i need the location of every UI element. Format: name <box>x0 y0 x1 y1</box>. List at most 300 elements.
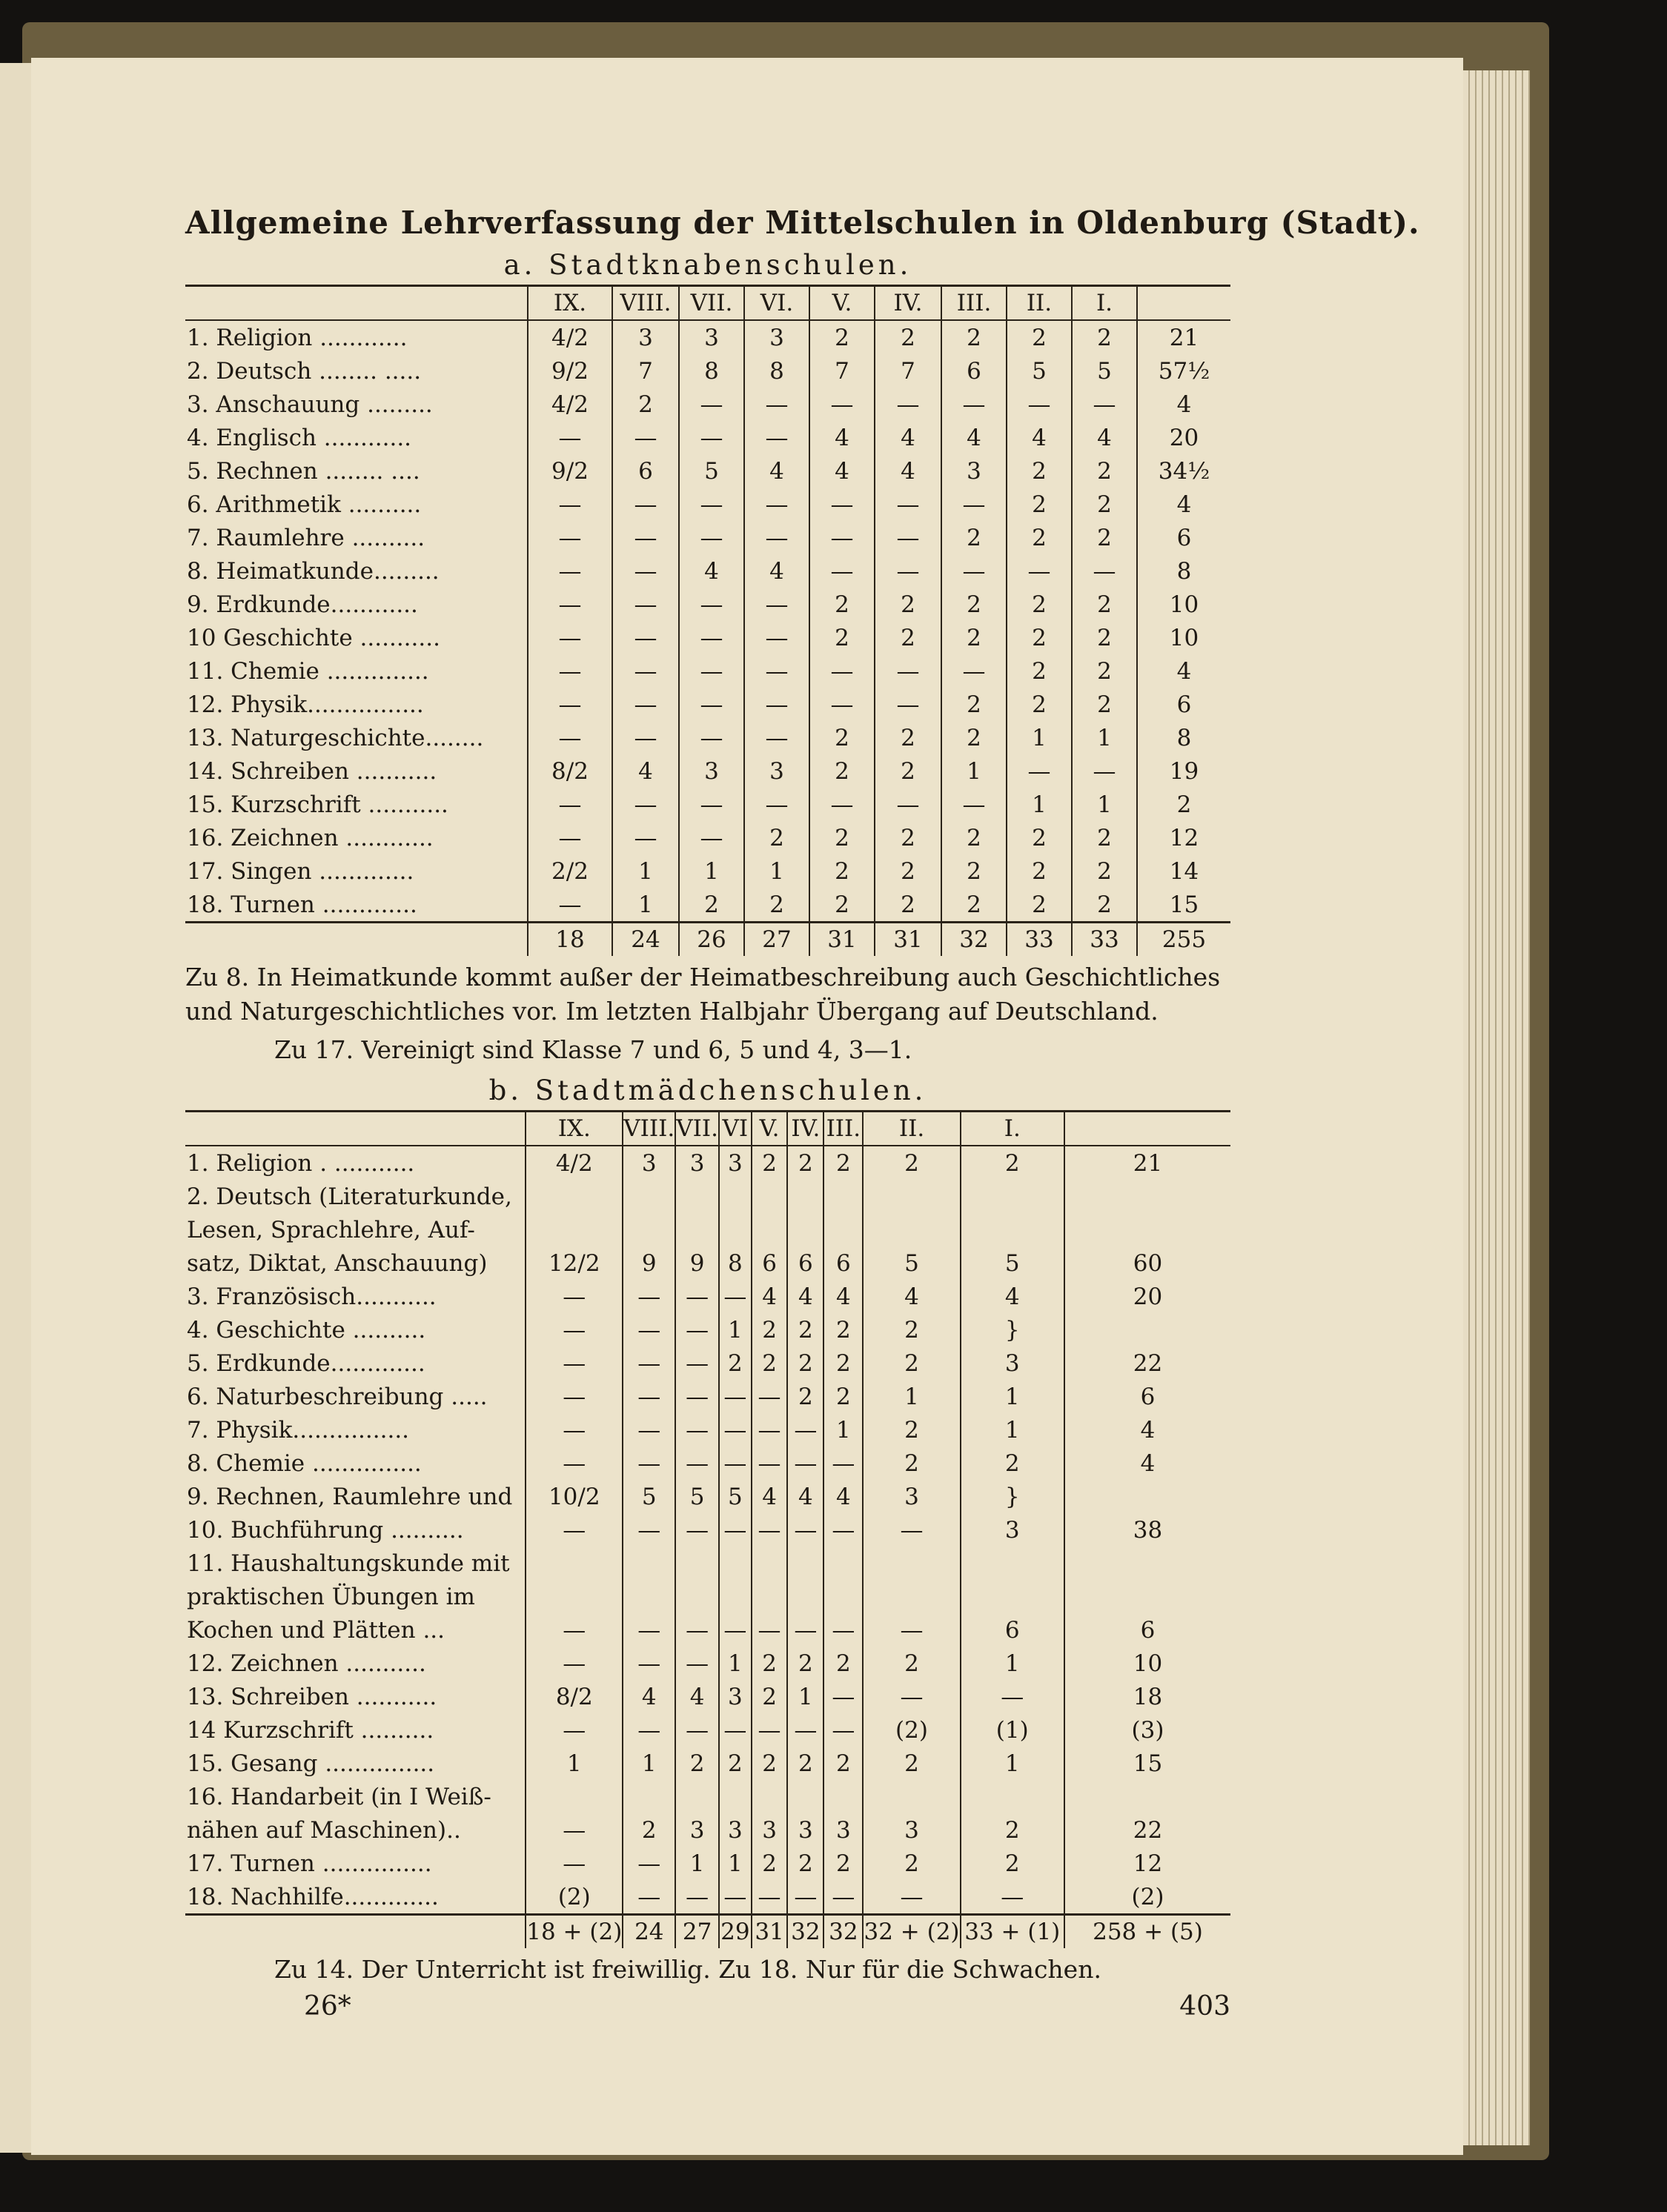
hours-cell <box>719 1213 752 1246</box>
page-title: Allgemeine Lehrverfassung der Mittelschulen in Oldenburg (Stadt). <box>185 205 1420 241</box>
hours-cell: 2 <box>752 1146 788 1180</box>
hours-cell: 2 <box>863 1313 960 1346</box>
hours-cell: — <box>863 1613 960 1647</box>
table-row <box>185 1380 1230 1413</box>
hours-cell: 5 <box>863 1246 960 1280</box>
note-b: Zu 14. Der Unterricht ist freiwillig. Zu 18. Nur für die Schwachen. <box>274 1955 1101 1984</box>
table-row <box>185 688 1230 721</box>
hours-cell: 4 <box>1137 654 1230 688</box>
hours-cell: — <box>679 388 744 421</box>
hours-cell: 1 <box>719 1647 752 1680</box>
subject-label: 16. Zeichnen ............ <box>187 824 434 851</box>
hours-cell: — <box>612 421 679 454</box>
hours-cell <box>675 1213 719 1246</box>
hours-cell: 2 <box>787 1647 823 1680</box>
table-row <box>185 1346 1230 1380</box>
hours-cell: 4 <box>675 1680 719 1713</box>
hours-cell: 6 <box>1137 521 1230 554</box>
subject-label: Kochen und Plätten ... <box>187 1616 445 1644</box>
table-row <box>185 721 1230 754</box>
hours-cell: 1 <box>612 854 679 888</box>
table-row <box>185 621 1230 654</box>
column-header: VIII. <box>623 1112 675 1146</box>
hours-cell <box>719 1547 752 1580</box>
note-a-heimatkunde: Zu 8. In Heimatkunde kommt außer der Heimatbeschreibung auch Geschichtliches und Naturgeschichtliches vor. Im letzten Halbjahr Übergang auf Deutschland. <box>185 963 1221 1026</box>
hours-cell: — <box>526 1513 623 1547</box>
hours-cell: 1 <box>1007 788 1072 821</box>
hours-cell: 2 <box>787 1747 823 1780</box>
hours-cell: — <box>1072 554 1137 588</box>
hours-cell <box>787 1780 823 1813</box>
subject-label: 5. Erdkunde............. <box>187 1349 425 1377</box>
total-cell: 33 + (1) <box>961 1915 1064 1949</box>
table-row <box>185 354 1230 388</box>
page-footer <box>185 1991 1230 2036</box>
table-row <box>185 1813 1230 1847</box>
hours-cell: 2 <box>823 1847 863 1880</box>
hours-cell: 2 <box>675 1747 719 1780</box>
hours-cell: — <box>526 1813 623 1847</box>
subject-label: 15. Gesang ............... <box>187 1750 435 1777</box>
hours-cell: 8 <box>719 1246 752 1280</box>
hours-cell: — <box>787 1447 823 1480</box>
hours-cell <box>719 1180 752 1213</box>
hours-cell: 2 <box>941 821 1007 854</box>
hours-cell: — <box>941 788 1007 821</box>
hours-cell: 2 <box>809 721 875 754</box>
hours-cell: 6 <box>612 454 679 488</box>
hours-cell: 4 <box>1064 1413 1230 1447</box>
hours-cell <box>526 1180 623 1213</box>
hours-cell <box>823 1780 863 1813</box>
hours-cell: 10/2 <box>526 1480 623 1513</box>
hours-cell: 2 <box>1072 654 1137 688</box>
hours-cell: — <box>528 588 612 621</box>
hours-cell: 4 <box>623 1680 675 1713</box>
hours-cell: 3 <box>863 1813 960 1847</box>
hours-cell: — <box>875 521 941 554</box>
hours-cell: 2 <box>809 754 875 788</box>
table-row <box>185 1780 1230 1813</box>
hours-cell: 2 <box>823 1346 863 1380</box>
subject-label: 14. Schreiben ........... <box>187 757 437 785</box>
column-header: VII. <box>675 1112 719 1146</box>
hours-cell: 4 <box>863 1280 960 1313</box>
hours-cell: 2 <box>1007 821 1072 854</box>
hours-cell: 3 <box>961 1346 1064 1380</box>
hours-cell: 3 <box>744 754 809 788</box>
hours-cell: } <box>961 1313 1064 1346</box>
hours-cell: — <box>961 1880 1064 1915</box>
table-row <box>185 1280 1230 1313</box>
hours-cell: 3 <box>961 1513 1064 1547</box>
hours-cell: 3 <box>752 1813 788 1847</box>
table-row <box>185 1747 1230 1780</box>
hours-cell: 1 <box>675 1847 719 1880</box>
table-row <box>185 1213 1230 1246</box>
hours-cell: 2 <box>1072 521 1137 554</box>
hours-cell: 4 <box>612 754 679 788</box>
hours-cell <box>823 1547 863 1580</box>
hours-cell: 6 <box>1064 1613 1230 1647</box>
hours-cell: 2 <box>1072 688 1137 721</box>
hours-cell: — <box>612 521 679 554</box>
hours-cell <box>675 1547 719 1580</box>
hours-cell: 10 <box>1064 1647 1230 1680</box>
hours-cell: — <box>679 688 744 721</box>
table-row <box>185 821 1230 854</box>
hours-cell: — <box>809 388 875 421</box>
table-row <box>185 1313 1230 1346</box>
hours-cell: 2 <box>875 821 941 854</box>
hours-cell: 2 <box>1007 621 1072 654</box>
hours-cell: — <box>675 1346 719 1380</box>
column-header: II. <box>1007 286 1072 321</box>
hours-cell: 19 <box>1137 754 1230 788</box>
subject-label: 13. Schreiben ........... <box>187 1683 437 1710</box>
table-b-totals <box>185 1915 1230 1949</box>
hours-cell: 5 <box>1007 354 1072 388</box>
hours-cell: — <box>675 1313 719 1346</box>
hours-cell: — <box>623 1647 675 1680</box>
hours-cell: — <box>675 1713 719 1747</box>
hours-cell: — <box>679 521 744 554</box>
hours-cell: — <box>719 1280 752 1313</box>
hours-cell: 3 <box>787 1813 823 1847</box>
hours-cell: 7 <box>875 354 941 388</box>
hours-cell: — <box>528 421 612 454</box>
hours-cell: 2 <box>961 1447 1064 1480</box>
total-cell: 33 <box>1072 923 1137 957</box>
hours-cell: 4 <box>787 1280 823 1313</box>
hours-cell: — <box>752 1613 788 1647</box>
hours-cell: 2 <box>1007 588 1072 621</box>
hours-cell: 1 <box>623 1747 675 1780</box>
subject-label: 9. Rechnen, Raumlehre und <box>187 1483 513 1510</box>
hours-cell: — <box>875 554 941 588</box>
hours-cell: — <box>612 688 679 721</box>
hours-cell: 2 <box>941 854 1007 888</box>
hours-cell: 4 <box>752 1280 788 1313</box>
hours-cell: 2 <box>744 888 809 923</box>
hours-cell: 8 <box>679 354 744 388</box>
subject-label: praktischen Übungen im <box>187 1583 475 1610</box>
hours-cell: 1 <box>961 1647 1064 1680</box>
subject-label: 3. Französisch........... <box>187 1283 437 1310</box>
hours-cell: — <box>744 721 809 754</box>
hours-cell: — <box>823 1680 863 1713</box>
hours-cell: 2 <box>744 821 809 854</box>
hours-cell: 2 <box>961 1813 1064 1847</box>
hours-cell: 2 <box>941 521 1007 554</box>
table-row <box>185 854 1230 888</box>
total-cell: 31 <box>875 923 941 957</box>
subject-label: 17. Turnen ............... <box>187 1850 432 1877</box>
hours-cell: — <box>719 1413 752 1447</box>
total-cell: 27 <box>744 923 809 957</box>
hours-cell: — <box>752 1713 788 1747</box>
hours-cell <box>787 1213 823 1246</box>
hours-cell: — <box>623 1713 675 1747</box>
hours-cell: 2 <box>1007 654 1072 688</box>
hours-cell <box>623 1547 675 1580</box>
hours-cell <box>623 1780 675 1813</box>
table-row <box>185 1513 1230 1547</box>
hours-cell: — <box>679 788 744 821</box>
hours-cell: — <box>809 521 875 554</box>
hours-cell: 2 <box>1007 320 1072 354</box>
hours-cell: 2 <box>875 888 941 923</box>
page-content <box>185 200 1420 2036</box>
hours-cell: 12 <box>1137 821 1230 854</box>
hours-cell: 2 <box>1072 854 1137 888</box>
hours-cell: — <box>623 1847 675 1880</box>
hours-cell <box>675 1580 719 1613</box>
subject-label: 14 Kurzschrift .......... <box>187 1716 434 1744</box>
table-row <box>185 1713 1230 1747</box>
hours-cell: 5 <box>719 1480 752 1513</box>
hours-cell: 4 <box>1007 421 1072 454</box>
hours-cell <box>961 1213 1064 1246</box>
hours-cell: — <box>623 1346 675 1380</box>
hours-cell: 57½ <box>1137 354 1230 388</box>
hours-cell: 9/2 <box>528 354 612 388</box>
hours-cell: — <box>675 1447 719 1480</box>
hours-cell: 1 <box>719 1313 752 1346</box>
hours-cell: — <box>809 488 875 521</box>
table-row <box>185 1547 1230 1580</box>
hours-cell: 22 <box>1064 1813 1230 1847</box>
hours-cell: 4 <box>744 554 809 588</box>
hours-cell: — <box>823 1513 863 1547</box>
hours-cell: 4 <box>875 421 941 454</box>
hours-cell <box>752 1180 788 1213</box>
hours-cell: — <box>719 1447 752 1480</box>
hours-cell: 4 <box>744 454 809 488</box>
hours-cell: — <box>675 1880 719 1915</box>
hours-cell: 2 <box>752 1680 788 1713</box>
hours-cell: — <box>612 554 679 588</box>
hours-cell: — <box>875 388 941 421</box>
hours-cell: — <box>719 1713 752 1747</box>
hours-cell: — <box>679 821 744 854</box>
table-row <box>185 1847 1230 1880</box>
total-cell: 255 <box>1137 923 1230 957</box>
subject-label: 3. Anschauung ......... <box>187 391 433 418</box>
hours-cell: — <box>612 621 679 654</box>
hours-cell: — <box>744 521 809 554</box>
hours-cell: 4/2 <box>528 320 612 354</box>
hours-cell: — <box>752 1447 788 1480</box>
hours-cell: 1 <box>744 854 809 888</box>
hours-cell: 1 <box>1072 788 1137 821</box>
hours-cell: — <box>961 1680 1064 1713</box>
hours-cell: — <box>528 554 612 588</box>
table-row <box>185 421 1230 454</box>
hours-cell: 18 <box>1064 1680 1230 1713</box>
hours-cell: — <box>526 1380 623 1413</box>
hours-cell: 2 <box>823 1313 863 1346</box>
hours-cell: 2 <box>809 821 875 854</box>
hours-cell: — <box>623 1880 675 1915</box>
hours-cell: 3 <box>823 1813 863 1847</box>
hours-cell: 2 <box>1072 621 1137 654</box>
hours-cell: 8/2 <box>528 754 612 788</box>
subject-label: 11. Haushaltungskunde mit <box>187 1550 510 1577</box>
hours-cell: 3 <box>675 1813 719 1847</box>
hours-cell: 2 <box>752 1747 788 1780</box>
hours-cell: 10 <box>1137 588 1230 621</box>
hours-cell <box>719 1780 752 1813</box>
hours-cell <box>823 1580 863 1613</box>
hours-cell: 2 <box>875 588 941 621</box>
page-fore-edge <box>1463 70 1530 2145</box>
hours-cell: 4 <box>1064 1447 1230 1480</box>
hours-cell: — <box>863 1680 960 1713</box>
hours-cell: 1 <box>679 854 744 888</box>
hours-cell: 2 <box>875 754 941 788</box>
hours-cell: 2 <box>823 1146 863 1180</box>
hours-cell: 3 <box>679 754 744 788</box>
hours-cell <box>675 1180 719 1213</box>
hours-cell: 2 <box>863 1146 960 1180</box>
hours-cell: 2 <box>863 1413 960 1447</box>
hours-cell: — <box>809 554 875 588</box>
hours-cell: 3 <box>941 454 1007 488</box>
table-row <box>185 1580 1230 1613</box>
subject-label: Lesen, Sprachlehre, Auf- <box>187 1216 475 1243</box>
hours-cell: 2 <box>1072 588 1137 621</box>
hours-cell: 1 <box>941 754 1007 788</box>
subject-label: 11. Chemie .............. <box>187 657 429 685</box>
hours-cell: 3 <box>719 1813 752 1847</box>
hours-cell: 2 <box>823 1747 863 1780</box>
hours-cell <box>1064 1180 1230 1213</box>
total-cell <box>185 923 528 957</box>
hours-cell: — <box>526 1313 623 1346</box>
total-cell: 32 <box>787 1915 823 1949</box>
hours-cell <box>752 1547 788 1580</box>
hours-cell: — <box>528 788 612 821</box>
hours-cell: 2 <box>1007 521 1072 554</box>
subject-label: 10 Geschichte ........... <box>187 624 440 651</box>
hours-cell: 2 <box>787 1380 823 1413</box>
column-header: VI. <box>744 286 809 321</box>
column-header <box>1137 286 1230 321</box>
hours-cell <box>787 1580 823 1613</box>
hours-cell: 6 <box>1064 1380 1230 1413</box>
hours-cell: — <box>1072 388 1137 421</box>
hours-cell: — <box>719 1880 752 1915</box>
hours-cell <box>719 1580 752 1613</box>
hours-cell: 2 <box>823 1380 863 1413</box>
hours-cell: 1 <box>1007 721 1072 754</box>
hours-cell: 2 <box>752 1847 788 1880</box>
hours-cell <box>526 1580 623 1613</box>
table-row <box>185 754 1230 788</box>
hours-cell: 2 <box>612 388 679 421</box>
hours-cell: 21 <box>1064 1146 1230 1180</box>
hours-cell: 2 <box>875 621 941 654</box>
hours-cell: 12 <box>1064 1847 1230 1880</box>
hours-cell: — <box>675 1613 719 1647</box>
hours-cell: (3) <box>1064 1713 1230 1747</box>
hours-cell: 2 <box>1072 821 1137 854</box>
hours-cell: 5 <box>961 1246 1064 1280</box>
hours-cell: 4 <box>941 421 1007 454</box>
total-cell: 24 <box>612 923 679 957</box>
hours-cell: — <box>679 654 744 688</box>
hours-cell: 4 <box>875 454 941 488</box>
hours-cell: — <box>744 488 809 521</box>
table-row <box>185 454 1230 488</box>
total-cell: 26 <box>679 923 744 957</box>
hours-cell <box>526 1213 623 1246</box>
subject-label: 17. Singen ............. <box>187 857 414 885</box>
hours-cell: — <box>744 788 809 821</box>
hours-cell: — <box>941 554 1007 588</box>
hours-cell: 2 <box>941 688 1007 721</box>
subject-label: 10. Buchführung .......... <box>187 1516 464 1544</box>
hours-cell: — <box>719 1380 752 1413</box>
subject-label: 8. Chemie ............... <box>187 1449 422 1477</box>
table-row <box>185 488 1230 521</box>
hours-cell: — <box>675 1413 719 1447</box>
total-cell: 27 <box>675 1915 719 1949</box>
hours-cell <box>1064 1547 1230 1580</box>
table-a-totals <box>185 923 1230 957</box>
table-a <box>185 285 1230 956</box>
hours-cell: — <box>787 1880 823 1915</box>
hours-cell: — <box>1007 554 1072 588</box>
total-cell: 32 <box>823 1915 863 1949</box>
hours-cell <box>752 1213 788 1246</box>
hours-cell: 1 <box>719 1847 752 1880</box>
table-b <box>185 1110 1230 1948</box>
hours-cell: 15 <box>1137 888 1230 923</box>
hours-cell: 4/2 <box>528 388 612 421</box>
column-header: III. <box>823 1112 863 1146</box>
subject-label: 1. Religion . ........... <box>187 1149 415 1177</box>
hours-cell: 2 <box>941 888 1007 923</box>
hours-cell: — <box>809 788 875 821</box>
hours-cell: 1 <box>961 1380 1064 1413</box>
column-header: V. <box>809 286 875 321</box>
hours-cell: 4 <box>1137 488 1230 521</box>
page-number: 403 <box>1179 1991 1230 2022</box>
hours-cell: 2 <box>1072 488 1137 521</box>
hours-cell: — <box>623 1613 675 1647</box>
hours-cell: — <box>612 788 679 821</box>
subject-label: 12. Physik................ <box>187 691 424 718</box>
subject-label: 12. Zeichnen ........... <box>187 1650 426 1677</box>
hours-cell: 4/2 <box>526 1146 623 1180</box>
hours-cell: (1) <box>961 1713 1064 1747</box>
total-cell: 33 <box>1007 923 1072 957</box>
total-cell: 18 + (2) <box>526 1915 623 1949</box>
hours-cell: — <box>612 821 679 854</box>
hours-cell: 2 <box>719 1346 752 1380</box>
column-header <box>185 286 528 321</box>
subject-label: 2. Deutsch ........ ..... <box>187 357 422 385</box>
hours-cell: 12/2 <box>526 1246 623 1280</box>
subject-label: 7. Raumlehre .......... <box>187 524 425 551</box>
hours-cell: — <box>875 654 941 688</box>
hours-cell: 38 <box>1064 1513 1230 1547</box>
hours-cell: — <box>744 421 809 454</box>
hours-cell: 7 <box>612 354 679 388</box>
hours-cell: — <box>675 1647 719 1680</box>
